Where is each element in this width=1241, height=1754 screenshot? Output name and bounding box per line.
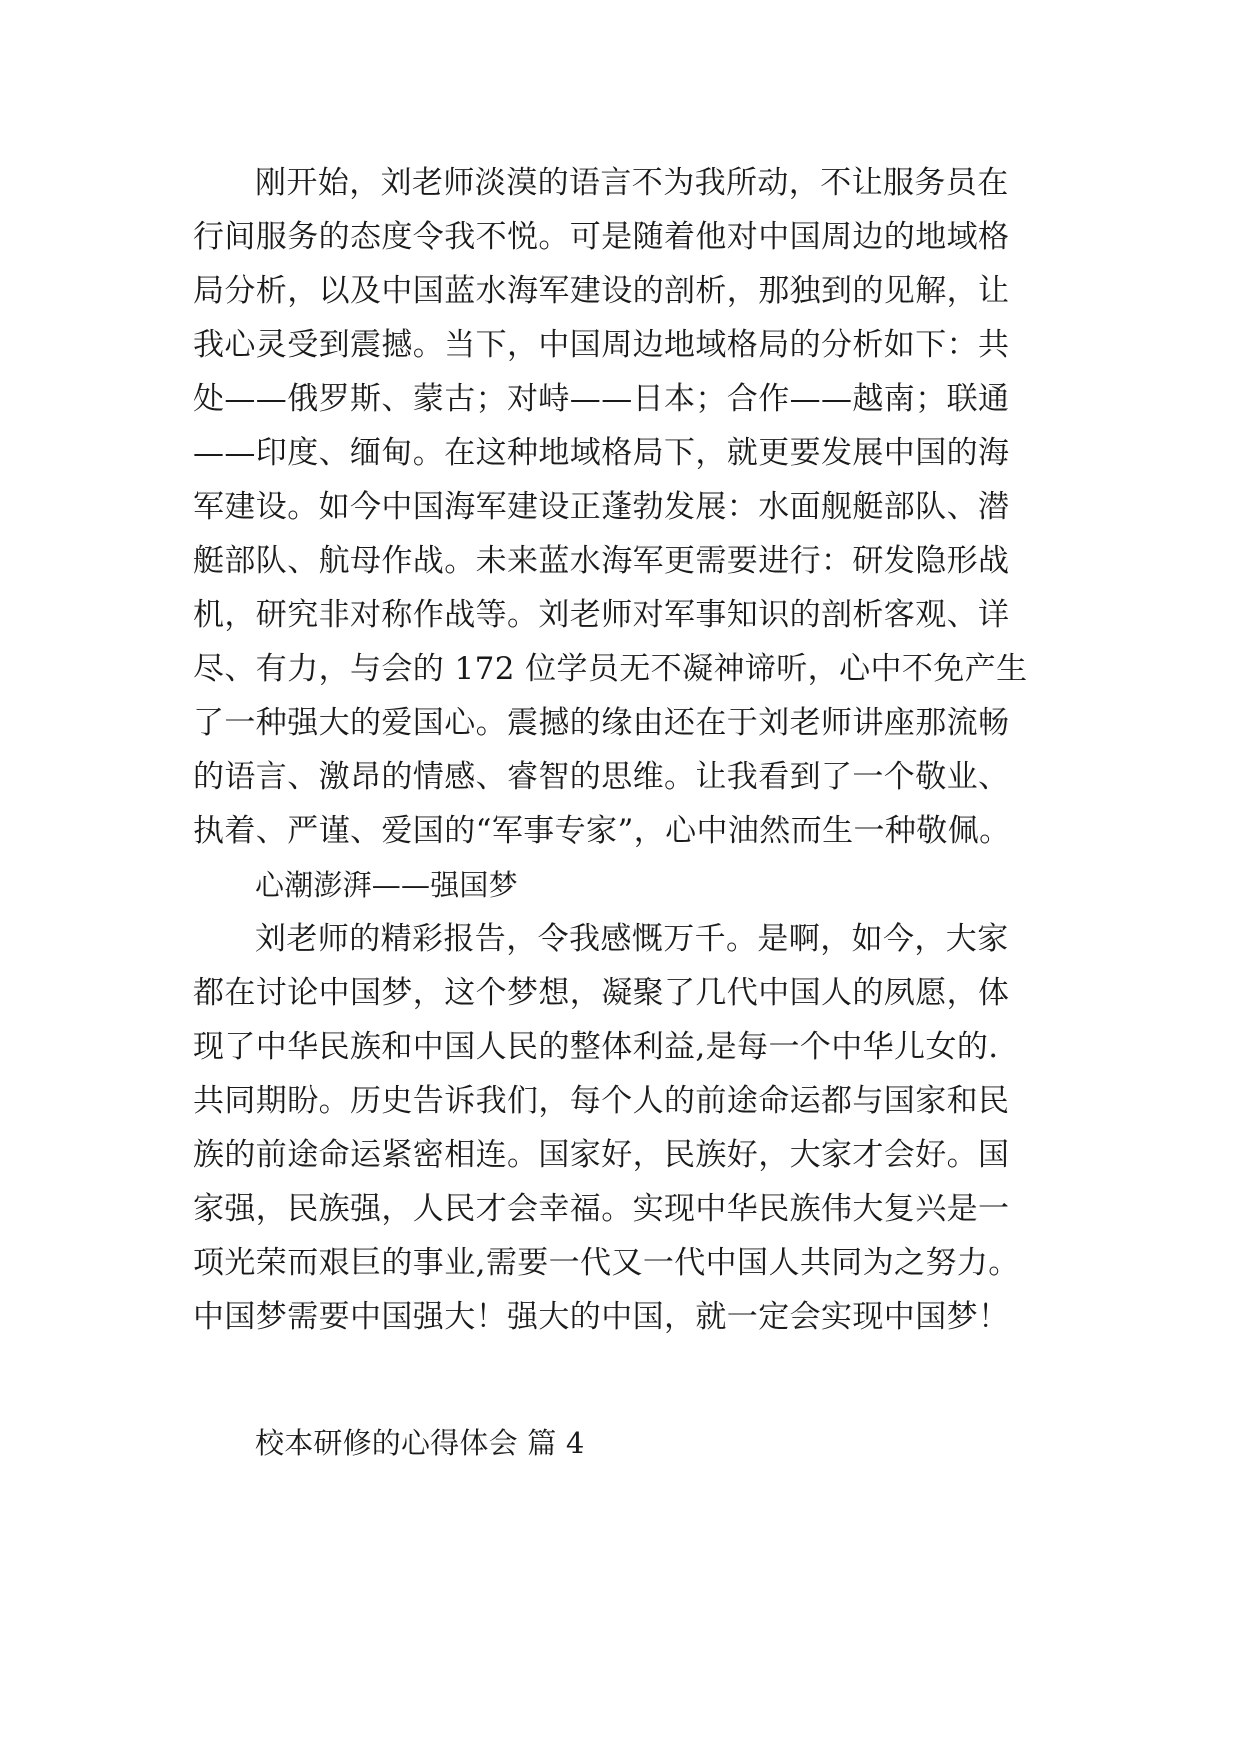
paragraph-2-line-6: 家强，民族强，人民才会幸福。实现中华民族伟大复兴是一 <box>193 1191 1010 1227</box>
paragraph-2-line-1: 刘老师的精彩报告，令我感慨万千。是啊，如今，大家 <box>255 921 1009 957</box>
paragraph-2-line-7: 项光荣而艰巨的事业,需要一代又一代中国人共同为之努力。 <box>193 1245 1020 1281</box>
paragraph-1-line-2: 行间服务的态度令我不悦。可是随着他对中国周边的地域格 <box>193 219 1010 255</box>
paragraph-1-line-4: 我心灵受到震撼。当下，中国周边地域格局的分析如下：共 <box>193 327 1010 363</box>
subheading: 心潮澎湃——强国梦 <box>255 868 518 902</box>
paragraph-2-line-2: 都在讨论中国梦，这个梦想，凝聚了几代中国人的夙愿，体 <box>193 975 1010 1011</box>
paragraph-1-line-7: 军建设。如今中国海军建设正蓬勃发展：水面舰艇部队、潜 <box>193 489 1010 525</box>
paragraph-1-line-11: 了一种强大的爱国心。震撼的缘由还在于刘老师讲座那流畅 <box>193 705 1010 741</box>
paragraph-2-line-4: 共同期盼。历史告诉我们，每个人的前途命运都与国家和民 <box>193 1083 1010 1119</box>
paragraph-2-line-3: 现了中华民族和中国人民的整体利益,是每一个中华儿女的. <box>193 1029 999 1065</box>
paragraph-1-line-6: ——印度、缅甸。在这种地域格局下，就更要发展中国的海 <box>193 435 1010 471</box>
paragraph-1-line-8: 艇部队、航母作战。未来蓝水海军更需要进行：研发隐形战 <box>193 543 1010 579</box>
paragraph-1-line-13: 执着、严谨、爱国的“军事专家”，心中油然而生一种敬佩。 <box>193 813 1011 849</box>
paragraph-2-line-8: 中国梦需要中国强大！强大的中国，就一定会实现中国梦！ <box>193 1299 1010 1335</box>
paragraph-1-line-10: 尽、有力，与会的 172 位学员无不凝神谛听，心中不免产生 <box>193 651 1028 687</box>
paragraph-1-line-9: 机，研究非对称作战等。刘老师对军事知识的剖析客观、详 <box>193 597 1010 633</box>
paragraph-2-line-5: 族的前途命运紧密相连。国家好，民族好，大家才会好。国 <box>193 1137 1010 1173</box>
paragraph-1-line-3: 局分析，以及中国蓝水海军建设的剖析，那独到的见解，让 <box>193 273 1010 309</box>
paragraph-1-line-1: 刚开始，刘老师淡漠的语言不为我所动，不让服务员在 <box>255 165 1009 201</box>
paragraph-1-line-5: 处——俄罗斯、蒙古；对峙——日本；合作——越南；联通 <box>193 381 1010 417</box>
paragraph-1-line-12: 的语言、激昂的情感、睿智的思维。让我看到了一个敬业、 <box>193 759 1010 795</box>
section-title: 校本研修的心得体会 篇 4 <box>255 1426 585 1460</box>
